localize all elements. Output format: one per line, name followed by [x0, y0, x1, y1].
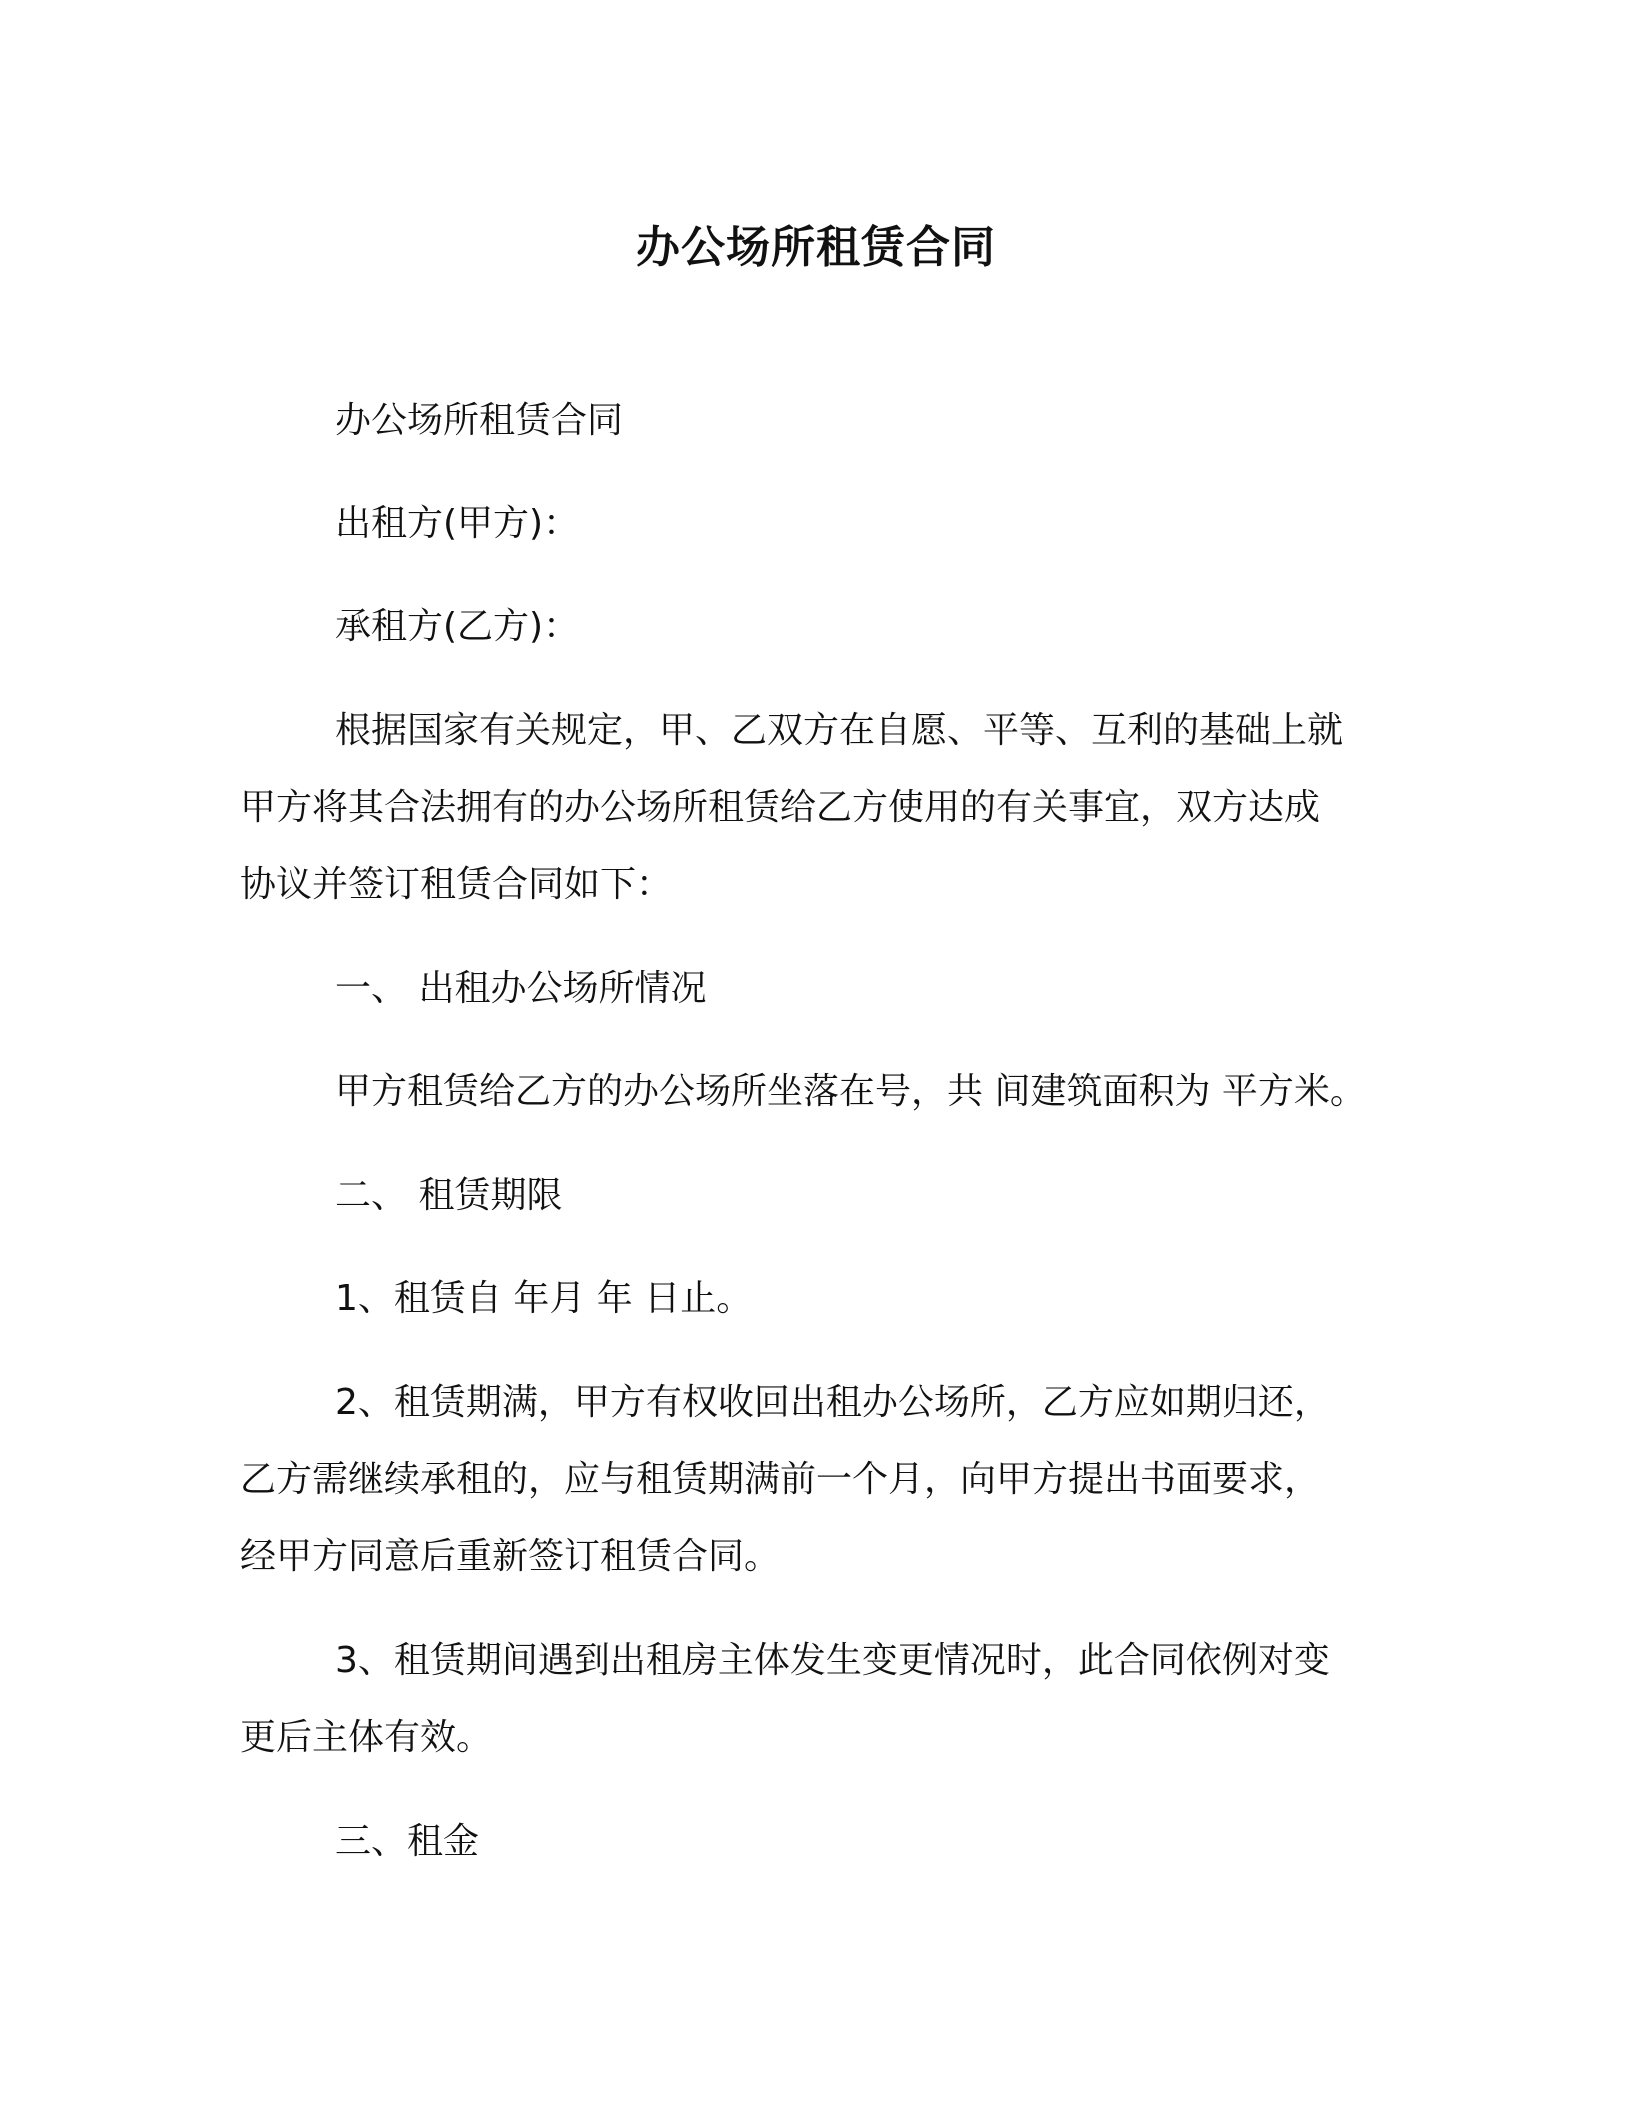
section-1-body: 甲方租赁给乙方的办公场所坐落在号，共 间建筑面积为 平方米。 [335, 1071, 1366, 1112]
section-2-item-1: 1、租赁自 年月 年 日止。 [335, 1278, 753, 1319]
section-3-heading: 三、租金 [335, 1821, 480, 1862]
section-2-heading: 二、 租赁期限 [335, 1175, 563, 1216]
section-2-item-2-line-2: 乙方需继续承租的，应与租赁期满前一个月，向甲方提出书面要求， [240, 1459, 1321, 1500]
document-title: 办公场所租赁合同 [636, 222, 996, 273]
preamble-line-1: 根据国家有关规定，甲、乙双方在自愿、平等、互利的基础上就 [335, 710, 1344, 751]
lessor-line: 出租方(甲方)： [335, 503, 580, 544]
section-2-item-3-line-2: 更后主体有效。 [240, 1717, 493, 1758]
section-2-item-3-line-1: 3、租赁期间遇到出租房主体发生变更情况时，此合同依例对变 [335, 1640, 1330, 1681]
section-1-heading: 一、 出租办公场所情况 [335, 968, 707, 1009]
subtitle-line: 办公场所租赁合同 [335, 400, 624, 441]
lessee-line: 承租方(乙方)： [335, 606, 580, 647]
preamble-line-3: 协议并签订租赁合同如下： [240, 864, 673, 905]
preamble-line-2: 甲方将其合法拥有的办公场所租赁给乙方使用的有关事宜，双方达成 [240, 787, 1321, 828]
section-2-item-2-line-3: 经甲方同意后重新签订租赁合同。 [240, 1536, 781, 1577]
section-2-item-2-line-1: 2、租赁期满，甲方有权收回出租办公场所，乙方应如期归还， [335, 1382, 1330, 1423]
